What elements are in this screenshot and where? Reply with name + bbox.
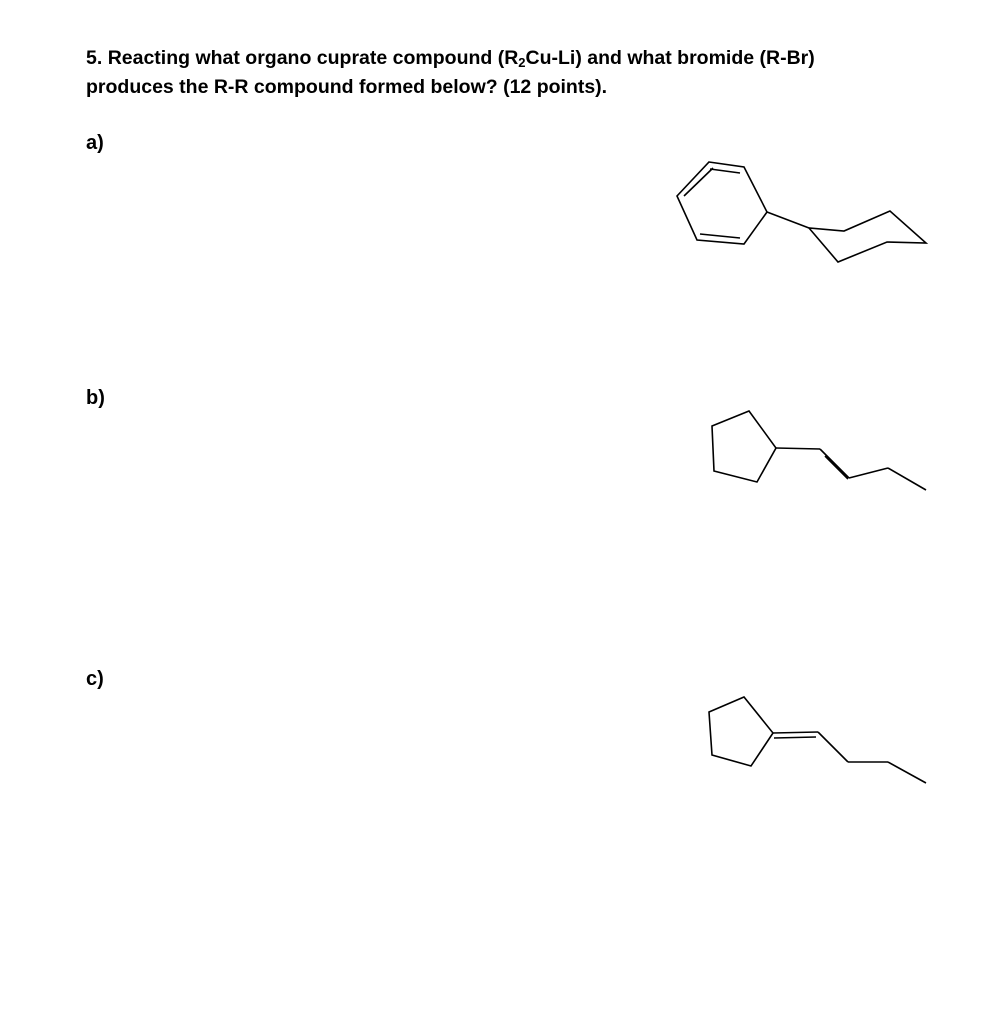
chain-bond-c-3 [888,762,926,783]
part-a-label: a) [86,132,104,154]
question-text-before: Reacting what organo cuprate compound (R [107,47,519,69]
part-c-label: c) [86,668,104,690]
part-b-label: b) [86,387,105,409]
exocyclic-double-bond-c [773,732,818,733]
question-number: 5. [86,47,103,69]
exocyclic-double-line-c [774,737,816,738]
question-subscript: 2 [518,55,526,70]
question-text-after: Cu-Li) and what bromide (R-Br) [525,47,815,69]
chain-bond-c-1 [818,732,848,762]
question-line-2: produces the R-R compound formed below? (12 points). [86,76,608,98]
cyclopentane-ring-c [709,697,773,766]
